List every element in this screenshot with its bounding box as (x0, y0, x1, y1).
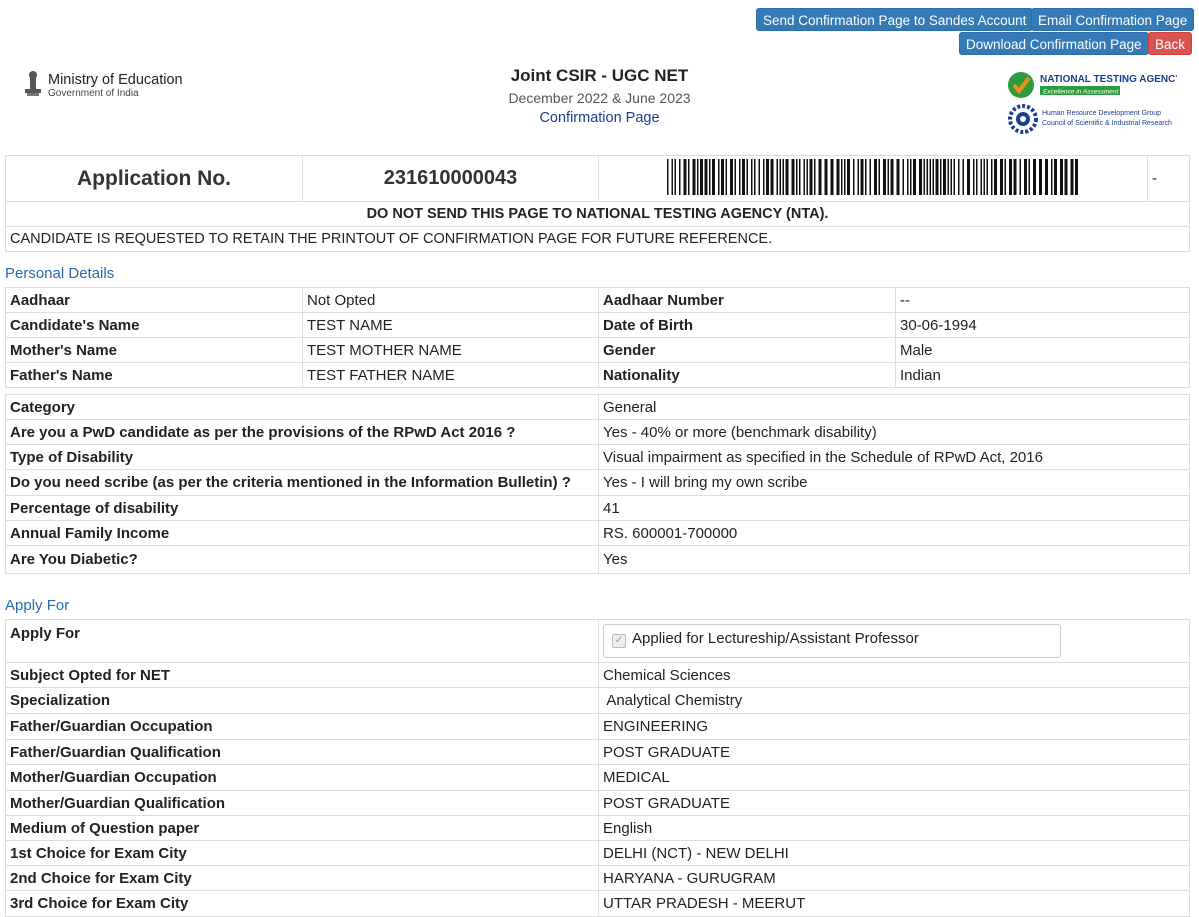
table-row (6, 546, 1190, 574)
apply-option-box (603, 624, 1061, 658)
row-label: Mother's Name (6, 338, 303, 363)
table-row (6, 765, 1190, 791)
row-label: 3rd Choice for Exam City (6, 891, 599, 917)
apply-for-table (5, 619, 1190, 917)
table-row (6, 313, 1190, 338)
table-row (6, 470, 1190, 496)
row-value: Yes - I will bring my own scribe (599, 470, 1190, 496)
row-label: Specialization (6, 688, 599, 714)
row-label: Mother/Guardian Occupation (6, 765, 599, 791)
table-row (6, 740, 1190, 765)
personal-extra-table (5, 394, 1190, 574)
government-name: Government of India (48, 88, 139, 99)
table-row (6, 288, 1190, 313)
personal-details-table (5, 287, 1190, 388)
row-value: 41 (599, 496, 1190, 521)
table-row (6, 841, 1190, 866)
row-value: RS. 600001-700000 (599, 521, 1190, 546)
ministry-name: Ministry of Education (48, 72, 183, 88)
table-row (6, 891, 1190, 917)
table-row (6, 714, 1190, 740)
row-label: 1st Choice for Exam City (6, 841, 599, 866)
table-row (6, 521, 1190, 546)
table-row (6, 445, 1190, 470)
barcode (599, 156, 1148, 202)
row-label: Nationality (599, 363, 896, 388)
row-label: Aadhaar (6, 288, 303, 313)
row-value: Yes (599, 546, 1190, 574)
row-label: Father's Name (6, 363, 303, 388)
row-label: Father/Guardian Qualification (6, 740, 599, 765)
row-value: 30-06-1994 (896, 313, 1190, 338)
csir-logo (1008, 104, 1172, 134)
notice-retain-printout: CANDIDATE IS REQUESTED TO RETAIN THE PRINTOUT OF CONFIRMATION PAGE FOR FUTURE REFERENCE. (6, 227, 1190, 252)
row-value: Yes - 40% or more (benchmark disability) (599, 420, 1190, 445)
row-label: Are you a PwD candidate as per the provisions of the RPwD Act 2016 ? (6, 420, 599, 445)
row-value: Visual impairment as specified in the Schedule of RPwD Act, 2016 (599, 445, 1190, 470)
row-label: Candidate's Name (6, 313, 303, 338)
nta-tagline: Excellence in Assessment (1043, 88, 1119, 96)
row-label: Are You Diabetic? (6, 546, 599, 574)
row-label: Apply For (6, 620, 599, 663)
photo-placeholder: - (1148, 156, 1190, 202)
notice-do-not-send: DO NOT SEND THIS PAGE TO NATIONAL TESTING AGENCY (NTA). (6, 202, 1190, 227)
row-value: Not Opted (303, 288, 599, 313)
application-table (5, 155, 1190, 252)
row-value: MEDICAL (599, 765, 1190, 791)
apply-for-title: Apply For (5, 597, 70, 614)
page-header (0, 60, 1199, 150)
row-value: English (599, 816, 1190, 841)
row-label: Percentage of disability (6, 496, 599, 521)
apply-option-label: Applied for Lectureship/Assistant Professor (632, 629, 919, 647)
row-value: POST GRADUATE (599, 740, 1190, 765)
row-label: Do you need scribe (as per the criteria mentioned in the Information Bulletin) ? (6, 470, 599, 496)
page-title: Confirmation Page (539, 110, 660, 126)
send-sandes-button[interactable]: Send Confirmation Page to Sandes Account (756, 8, 1033, 31)
table-row (6, 420, 1190, 445)
exam-title: Joint CSIR - UGC NET (510, 66, 689, 85)
row-label: Type of Disability (6, 445, 599, 470)
row-value: Indian (896, 363, 1190, 388)
row-label: Aadhaar Number (599, 288, 896, 313)
personal-details-title: Personal Details (5, 265, 115, 282)
row-label: Medium of Question paper (6, 816, 599, 841)
row-label: Gender (599, 338, 896, 363)
table-row (6, 866, 1190, 891)
row-value: Male (896, 338, 1190, 363)
row-value: UTTAR PRADESH - MEERUT (599, 891, 1190, 917)
row-value: -- (896, 288, 1190, 313)
row-label: Annual Family Income (6, 521, 599, 546)
table-row (6, 816, 1190, 841)
exam-session: December 2022 & June 2023 (508, 90, 691, 106)
row-label: Father/Guardian Occupation (6, 714, 599, 740)
barcode-icon (667, 159, 1079, 195)
row-value: TEST MOTHER NAME (303, 338, 599, 363)
row-label: Subject Opted for NET (6, 663, 599, 688)
email-confirmation-button[interactable]: Email Confirmation Page (1031, 8, 1194, 31)
csir-gear-icon (1008, 104, 1038, 134)
row-value: Chemical Sciences (599, 663, 1190, 688)
table-row (6, 620, 1190, 663)
row-value: HARYANA - GURUGRAM (599, 866, 1190, 891)
row-label: Date of Birth (599, 313, 896, 338)
row-label: 2nd Choice for Exam City (6, 866, 599, 891)
csir-line1: Human Resource Development Group (1042, 110, 1162, 117)
back-button[interactable]: Back (1148, 32, 1192, 55)
table-row (6, 663, 1190, 688)
nta-name: NATIONAL TESTING AGENCY (1040, 74, 1177, 85)
row-label: Mother/Guardian Qualification (6, 791, 599, 816)
table-row (6, 338, 1190, 363)
table-row (6, 363, 1190, 388)
table-row (6, 496, 1190, 521)
row-value: POST GRADUATE (599, 791, 1190, 816)
table-row (6, 791, 1190, 816)
application-number: 231610000043 (303, 156, 599, 202)
row-value: Analytical Chemistry (599, 688, 1190, 714)
table-row (6, 395, 1190, 420)
csir-line2: Council of Scientific & Industrial Research (1042, 120, 1172, 127)
row-value: TEST FATHER NAME (303, 363, 599, 388)
table-row (6, 688, 1190, 714)
row-value: ENGINEERING (599, 714, 1190, 740)
application-label: Application No. (6, 156, 303, 202)
row-label: Category (6, 395, 599, 420)
nta-logo (1007, 70, 1177, 104)
checkbox-checked-icon[interactable]: ✓ (612, 634, 626, 648)
row-value: TEST NAME (303, 313, 599, 338)
download-confirmation-button[interactable]: Download Confirmation Page (959, 32, 1149, 55)
row-value: General (599, 395, 1190, 420)
row-value: DELHI (NCT) - NEW DELHI (599, 841, 1190, 866)
